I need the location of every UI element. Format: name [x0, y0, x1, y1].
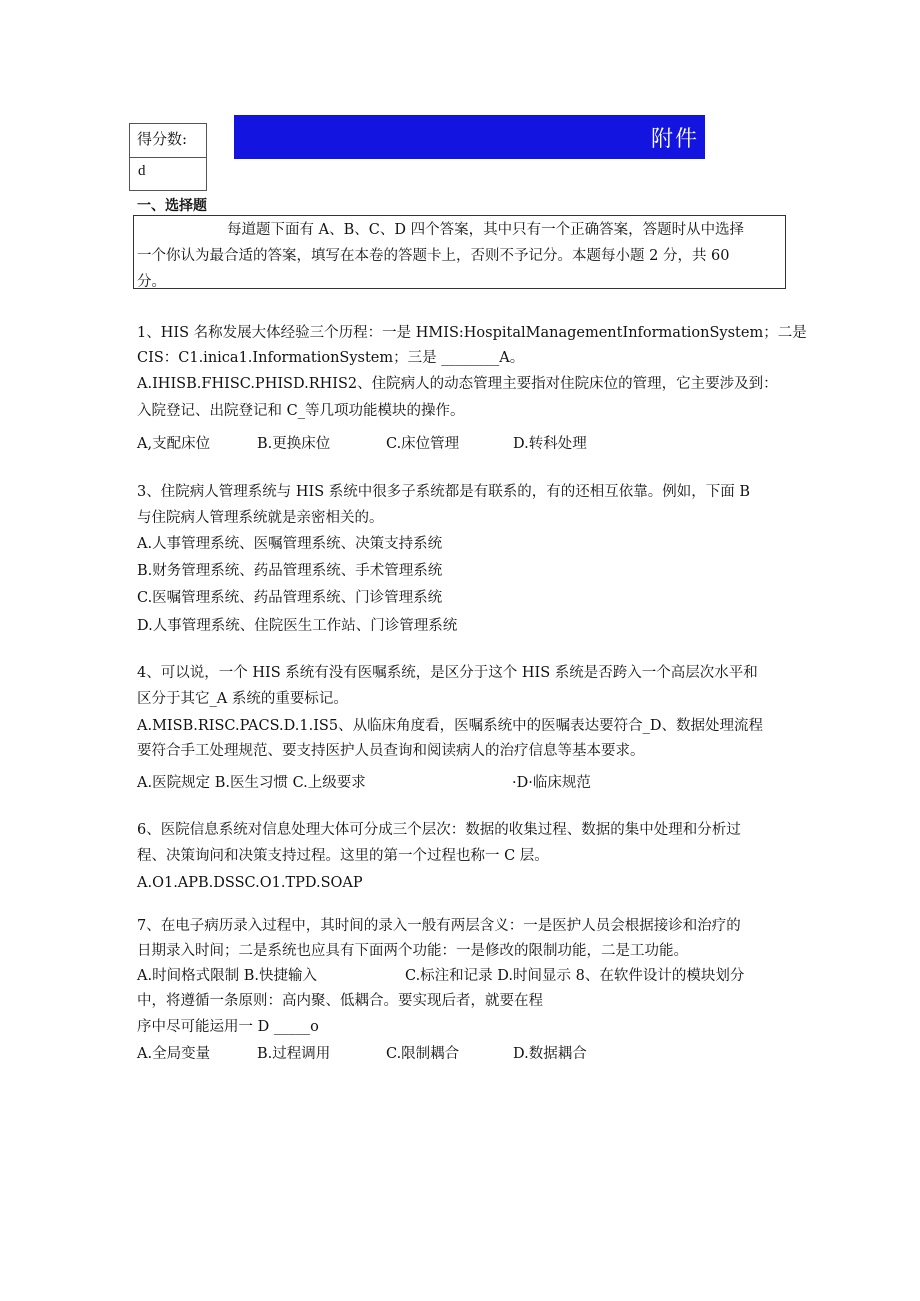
q3-option-d: D.人事管理系统、住院医生工作站、门诊管理系统	[137, 618, 458, 634]
q3-option-c: C.医嘱管理系统、药品管理系统、门诊管理系统	[137, 590, 443, 606]
q1-line-1: 1、HIS 名称发展大体经验三个历程：一是 HMIS:HospitalManagementInformationSystem；二是	[137, 325, 807, 341]
q8-option-b: B.过程调用	[257, 1046, 331, 1062]
q3-line-2: 与住院病人管理系统就是亲密相关的。	[137, 510, 384, 526]
q6-line-1: 6、医院信息系统对信息处理大体可分成三个层次：数据的收集过程、数据的集中处理和分析过	[137, 822, 741, 838]
score-value: d	[138, 163, 146, 179]
attachment-banner	[234, 115, 705, 159]
q3-option-b: B.财务管理系统、药品管理系统、手术管理系统	[137, 563, 443, 579]
score-box	[129, 123, 207, 191]
instruction-box	[133, 215, 786, 289]
q4-line-1: 4、可以说，一个 HIS 系统有没有医嘱系统，是区分于这个 HIS 系统是否跨入一个高层次水平和	[137, 665, 758, 681]
q8-line-3: 序中尽可能运用一 D _____o	[137, 1019, 319, 1035]
section-title: 一、选择题	[137, 198, 207, 214]
instruction-line-2: 一个你认为最合适的答案，填写在本卷的答题卡上，否则不予记分。本题每小题 2 分，共 60	[137, 248, 730, 264]
attachment-label: 附件	[650, 127, 699, 152]
score-label: 得分数:	[130, 124, 206, 158]
q5-options-abc: A.医院规定 B.医生习惯 C.上级要求	[137, 775, 366, 791]
q3-option-a: A.人事管理系统、医嘱管理系统、决策支持系统	[137, 536, 443, 552]
q8-option-c: C.限制耦合	[386, 1046, 460, 1062]
q8-option-a: A.全局变量	[137, 1046, 211, 1062]
q1-line-2: CIS：C1.inica1.InformationSystem；三是 ________A。	[137, 350, 525, 366]
q6-line-2: 程、决策询问和决策支持过程。这里的第一个过程也称一 C 层。	[137, 848, 549, 864]
q6-options: A.O1.APB.DSSC.O1.TPD.SOAP	[137, 875, 363, 891]
q3-line-1: 3、住院病人管理系统与 HIS 系统中很多子系统都是有联系的，有的还相互依靠。例如，下面 B	[137, 484, 751, 500]
q1-options-q2-line-1: A.IHISB.FHISC.PHISD.RHIS2、住院病人的动态管理主要指对住院床位的管理，它主要涉及到：	[137, 376, 778, 392]
q5-line-2: 要符合手工处理规范、要支持医护人员查询和阅读病人的治疗信息等基本要求。	[137, 743, 645, 759]
instruction-line-1: 每道题下面有 A、B、C、D 四个答案，其中只有一个正确答案，答题时从中选择	[227, 222, 745, 238]
q8-option-d: D.数据耦合	[513, 1046, 587, 1062]
instruction-line-3: 分。	[137, 274, 166, 290]
q8-line-2: 中，将遵循一条原则：高内聚、低耦合。要实现后者，就要在程	[137, 993, 543, 1009]
q2-option-c: C.床位管理	[386, 436, 460, 452]
q7-line-2: 日期录入时间；二是系统也应具有下面两个功能：一是修改的限制功能，二是工功能。	[137, 943, 688, 959]
q7-options-cd-q8-line-1: C.标注和记录 D.时间显示 8、在软件设计的模块划分	[405, 968, 745, 984]
q4-line-2: 区分于其它_A 系统的重要标记。	[137, 691, 348, 707]
q5-option-d: ·D·临床规范	[512, 775, 591, 791]
q7-options-ab: A.时间格式限制 B.快捷输入	[137, 968, 317, 984]
q7-line-1: 7、在电子病历录入过程中，其时间的录入一般有两层含义：一是医护人员会根据接诊和治疗的	[137, 918, 741, 934]
q4-options-q5-line-1: A.MISB.RISC.PACS.D.1.IS5、从临床角度看，医嘱系统中的医嘱表达要符合_D、数据处理流程	[137, 718, 763, 734]
q2-option-b: B.更换床位	[257, 436, 331, 452]
q2-option-d: D.转科处理	[513, 436, 587, 452]
q2-line-2: 入院登记、出院登记和 C_等几项功能模块的操作。	[137, 403, 465, 419]
q2-option-a: A,支配床位	[137, 436, 211, 452]
